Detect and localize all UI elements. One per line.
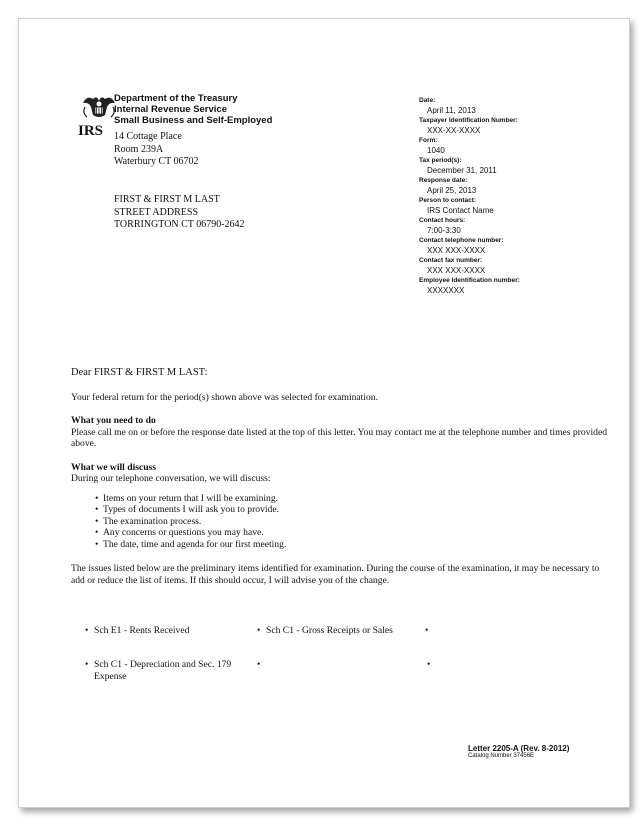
agency-line: Department of the Treasury bbox=[114, 93, 238, 104]
sender-address bbox=[114, 131, 199, 169]
need-paragraph: Please call me on or before the response date listed at the top of this letter. You may contact me at the telephone number and times provided above. bbox=[71, 426, 608, 449]
recipient-line: FIRST & FIRST M LAST bbox=[114, 194, 220, 205]
letter-number: Letter 2205-A (Rev. 8-2012) bbox=[468, 744, 570, 753]
section-heading: What we will discuss bbox=[71, 461, 157, 473]
info-value: XXX XXX-XXXX bbox=[427, 246, 486, 255]
address-line: Waterbury CT 06702 bbox=[114, 156, 199, 167]
list-item: • The date, time and agenda for our first meeting. bbox=[95, 539, 611, 551]
recipient-line: TORRINGTON CT 06790-2642 bbox=[114, 219, 245, 230]
info-value: XXXXXXX bbox=[427, 286, 465, 295]
info-label: Contact hours: bbox=[419, 217, 466, 224]
info-value: XXX-XX-XXXX bbox=[427, 126, 481, 135]
letter-page bbox=[18, 18, 630, 808]
list-item: • Any concerns or questions you may have. bbox=[95, 527, 611, 539]
list-item: • Types of documents I will ask you to provide. bbox=[95, 504, 611, 516]
issues-paragraph: The issues listed below are the preliminary items identified for examination. During the course of the examination, it may be necessary to add or reduce the list of items. If this should occur, I will advise you of the change. bbox=[71, 563, 600, 586]
section-heading: What you need to do bbox=[71, 415, 156, 426]
issue-item: • Sch E1 - Rents Received bbox=[85, 625, 244, 637]
address-line: 14 Cottage Place bbox=[114, 131, 182, 142]
info-label: Taxpayer Identification Number: bbox=[419, 117, 518, 124]
info-label: Contact fax number: bbox=[419, 257, 483, 264]
discussion-topics-list bbox=[71, 493, 611, 551]
info-label: Employee Identification number: bbox=[419, 277, 520, 284]
recipient-line: STREET ADDRESS bbox=[114, 206, 198, 218]
agency-line: Internal Revenue Service bbox=[114, 104, 227, 115]
salutation: Dear FIRST & FIRST M LAST: bbox=[71, 367, 208, 378]
letter-footer bbox=[468, 744, 569, 759]
list-item: • Items on your return that I will be examining. bbox=[95, 493, 611, 505]
issue-item: • Sch C1 - Gross Receipts or Sales bbox=[257, 625, 401, 637]
issue-item: • Sch C1 - Depreciation and Sec. 179 Expense bbox=[85, 659, 254, 682]
letter-info-block bbox=[419, 97, 619, 297]
discuss-paragraph: During our telephone conversation, we will discuss: bbox=[71, 473, 271, 484]
irs-logo-text: IRS bbox=[78, 123, 104, 139]
info-label: Tax period(s): bbox=[419, 157, 462, 164]
info-value: 1040 bbox=[427, 146, 445, 155]
letter-body bbox=[71, 367, 611, 586]
info-label: Person to contact: bbox=[419, 197, 477, 204]
agency-name bbox=[114, 93, 272, 126]
info-label: Contact telephone number: bbox=[419, 237, 504, 244]
info-label: Response date: bbox=[419, 177, 468, 184]
info-value: IRS Contact Name bbox=[427, 206, 494, 215]
address-line: Room 239A bbox=[114, 143, 164, 155]
info-label: Form: bbox=[419, 137, 438, 144]
list-item: • The examination process. bbox=[95, 516, 611, 528]
info-label: Date: bbox=[419, 97, 436, 104]
info-value: XXX XXX-XXXX bbox=[427, 266, 486, 275]
info-value: December 31, 2011 bbox=[427, 166, 497, 175]
intro-paragraph: Your federal return for the period(s) shown above was selected for examination. bbox=[71, 391, 378, 403]
info-value: April 11, 2013 bbox=[427, 106, 476, 115]
info-value: 7:00-3:30 bbox=[427, 226, 461, 235]
info-value: April 25, 2013 bbox=[427, 186, 477, 195]
catalog-number: Catalog Number 37456E bbox=[468, 753, 535, 759]
agency-line: Small Business and Self-Employed bbox=[114, 115, 273, 126]
recipient-address bbox=[114, 194, 245, 232]
